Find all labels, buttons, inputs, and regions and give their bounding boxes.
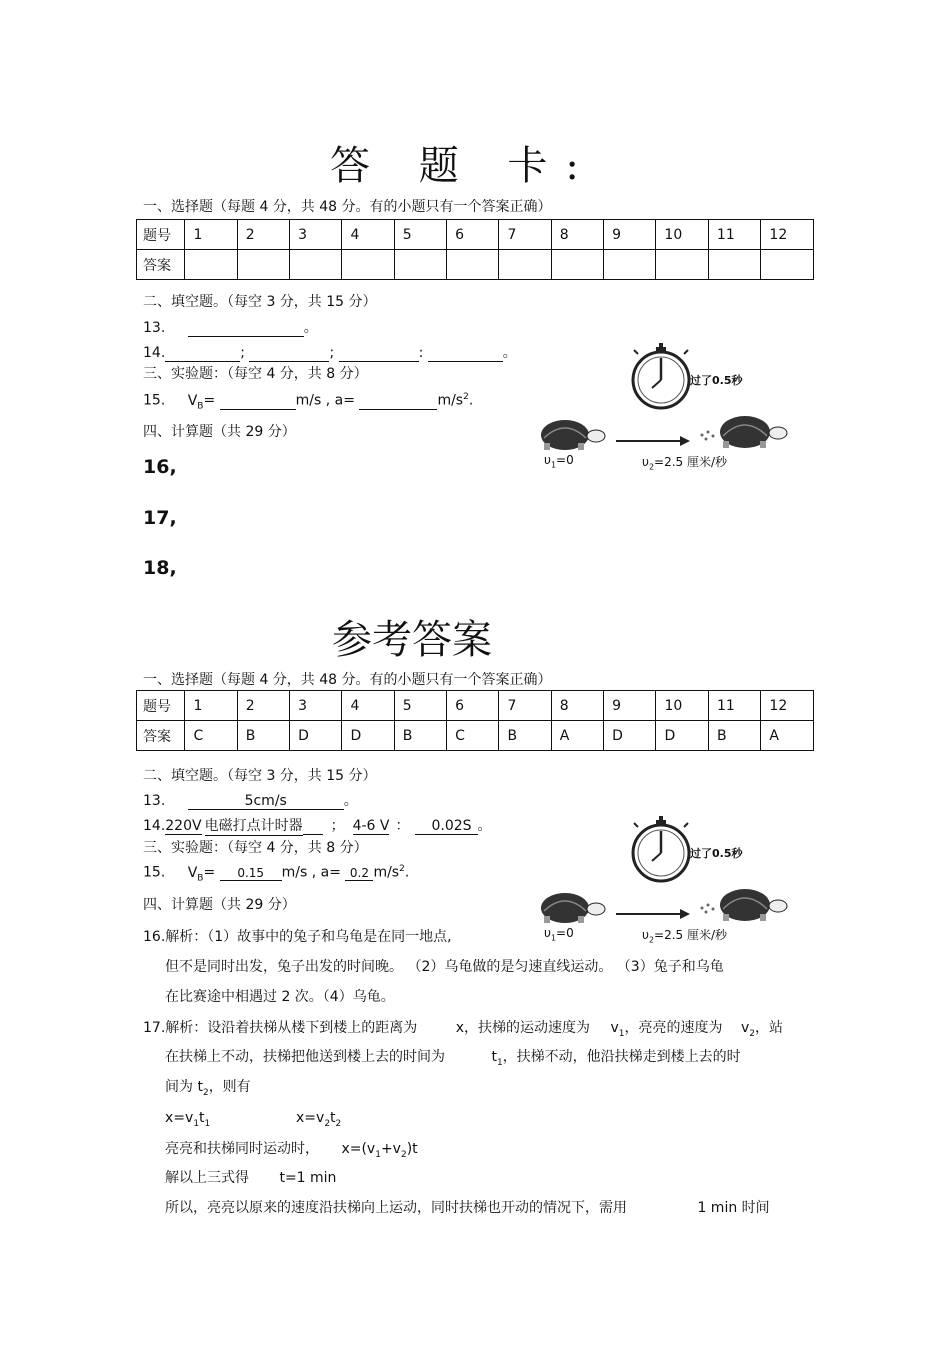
q15-unit-exp: 2: [399, 864, 405, 874]
q15-a-label: , a=: [311, 864, 341, 881]
tortoise-figure-1: [530, 340, 800, 470]
q14-blank-1[interactable]: [165, 345, 240, 362]
v1-label: [544, 926, 574, 942]
q15-unit-2: m/s: [437, 392, 464, 409]
answers-section1-heading: 一、选择题（每题 4 分，共 48 分。有的小题只有一个答案正确）: [143, 672, 552, 688]
stopwatch-icon: [633, 816, 689, 881]
table-cell: 6: [447, 691, 499, 721]
table-cell: 12: [761, 691, 814, 721]
q15-vb: V: [187, 392, 198, 409]
answer-box[interactable]: [342, 250, 394, 280]
q14-answer-3: 4-6 V: [352, 818, 390, 834]
stopwatch-label: 过了0.5秒: [690, 374, 743, 387]
q15-answer-a: 0.2: [345, 866, 373, 881]
tortoise-left-icon: [541, 893, 605, 923]
table-cell: 2: [237, 220, 289, 250]
table-row: [137, 721, 814, 751]
q17-text: ，亮亮的速度为: [624, 1020, 723, 1036]
equation-2: [296, 1110, 341, 1129]
q16-solution-line-2: 但不是同时出发，兔子出发的时间晚。 （2）乌龟做的是匀速直线运动。 （3）兔子和乌龟: [165, 959, 724, 975]
answer-box[interactable]: [708, 250, 761, 280]
q13-end: 。: [343, 793, 358, 809]
answer-cell: B: [394, 721, 446, 751]
answer-box[interactable]: [290, 250, 342, 280]
answer-cell: A: [761, 721, 814, 751]
card-q16: 16,: [143, 456, 177, 478]
conclusion-text: 1 min 时间: [697, 1200, 770, 1216]
v2-sub: 2: [648, 935, 655, 945]
answer-box[interactable]: [499, 250, 551, 280]
card-q14: [143, 342, 517, 362]
answer-cell: D: [342, 721, 394, 751]
arrow-right-icon: [616, 909, 690, 919]
table-header-cell: 题号: [137, 691, 185, 721]
table-header-cell: 答案: [137, 250, 185, 280]
v1-value: =0: [556, 926, 574, 940]
equation-1: [165, 1110, 210, 1129]
table-cell: 10: [656, 220, 709, 250]
v2-value: =2.5 厘米/秒: [654, 455, 728, 469]
q14-number: 14.: [143, 345, 166, 361]
q15-blank-vb[interactable]: [220, 393, 296, 410]
answer-box[interactable]: [447, 250, 499, 280]
table-row: [137, 250, 814, 280]
arrow-right-icon: [616, 436, 690, 446]
q15-blank-a[interactable]: [359, 393, 437, 410]
q14-sep: ；: [330, 818, 345, 834]
table-cell: 7: [499, 220, 551, 250]
table-cell: 11: [708, 220, 761, 250]
q16-solution-line-3: 在比赛途中相遇过 2 次。（4）乌龟。: [165, 989, 395, 1005]
table-cell: 5: [394, 691, 446, 721]
equation-4: [165, 1167, 336, 1187]
q17-text: ，站: [754, 1020, 783, 1036]
q15-vb: V: [187, 864, 198, 881]
q17-sub: 1: [496, 1057, 503, 1068]
q17-sub: 2: [749, 1028, 755, 1039]
answer-cell: B: [708, 721, 760, 751]
q14-colon: :: [418, 345, 424, 361]
table-cell: 3: [290, 691, 342, 721]
table-cell: 1: [185, 220, 237, 250]
v2-sub: 2: [648, 462, 655, 472]
q17-var: v: [740, 1020, 750, 1036]
q13-answer: 5cm/s: [188, 793, 344, 810]
eq-sub: 1: [204, 1118, 211, 1129]
q17-solution-line-2: [165, 1046, 741, 1068]
q15-a-label: , a=: [325, 392, 355, 409]
q17-sub: 2: [202, 1087, 209, 1098]
eq-text: x=(v: [341, 1141, 376, 1157]
q15-number: 15.: [143, 392, 166, 409]
answer-cell: A: [551, 721, 603, 751]
tortoise-right-icon: [701, 889, 788, 921]
table-cell: 5: [394, 220, 446, 250]
q14-blank-3[interactable]: [339, 345, 419, 362]
eq-sub: 1: [193, 1118, 200, 1129]
q14-blank-2[interactable]: [249, 345, 329, 362]
answers-section3-heading: 三、实验题：（每空 4 分，共 8 分）: [143, 840, 368, 856]
q17-var: v: [610, 1020, 619, 1036]
eq-text: t: [199, 1110, 205, 1126]
card-title: 答 题 卡:: [330, 143, 597, 189]
q15-unit-2: m/s: [373, 864, 400, 881]
q17-sub: 1: [618, 1028, 625, 1039]
q17-text: ，则有: [208, 1079, 251, 1095]
q14-colon: ：: [395, 818, 410, 834]
eq-text: x=v: [165, 1110, 194, 1126]
card-section3-heading: 三、实验题：（每空 4 分，共 8 分）: [143, 366, 368, 382]
table-cell: 7: [499, 691, 551, 721]
q14-answer-1: 220V: [165, 818, 202, 834]
table-cell: 8: [551, 220, 603, 250]
answer-cell: C: [447, 721, 499, 751]
table-cell: 4: [342, 220, 394, 250]
answers-q15: 15. $V_B= 0.15$ m/s , a= 0.2 $m/s^2$.: [143, 864, 410, 884]
answers-section2-heading: 二、填空题。（每空 3 分，共 15 分）: [143, 768, 377, 784]
eq-sub: 1: [375, 1149, 381, 1160]
answer-cell: B: [499, 721, 551, 751]
eq-text: t: [330, 1110, 336, 1126]
q14-sep: ;: [240, 345, 245, 361]
answer-cell: D: [604, 721, 656, 751]
table-cell: 6: [447, 220, 499, 250]
q17-conclusion: [165, 1197, 770, 1217]
eq-text: )t: [406, 1141, 418, 1157]
q13-blank[interactable]: [188, 320, 304, 337]
answers-q13: [143, 790, 358, 810]
card-q17: 17,: [143, 507, 177, 529]
q17-text: x，扶梯的运动速度为: [455, 1020, 591, 1036]
card-choice-table: [136, 219, 814, 280]
q13-end: 。: [303, 320, 318, 336]
table-cell: 9: [604, 691, 656, 721]
table-row: [137, 220, 814, 250]
q15-unit-1: m/s: [281, 864, 308, 881]
tortoise-left-icon: [541, 420, 605, 450]
q14-underline-pad: [303, 818, 323, 835]
answer-box[interactable]: [185, 250, 237, 280]
table-cell: 1: [185, 691, 237, 721]
card-q15: 15. $V_B= m/s$ , $a= m/s^2$.: [143, 392, 474, 412]
q15-vb-sub: B: [197, 401, 204, 412]
q17-text: 17.解析：设沿着扶梯从楼下到楼上的距离为: [143, 1020, 418, 1036]
v2-symbol: υ: [642, 928, 649, 942]
table-cell: 10: [656, 691, 708, 721]
card-section2-heading: 二、填空题。（每空 3 分，共 15 分）: [143, 294, 377, 310]
table-cell: 11: [708, 691, 760, 721]
q15-vb-sub: B: [197, 873, 204, 884]
tortoise-figure-2: [530, 813, 800, 943]
q15-eq: =: [203, 864, 216, 881]
answers-q14: [143, 815, 492, 836]
q17-text: 在扶梯上不动，扶梯把他送到楼上去的时间为: [165, 1049, 445, 1065]
answers-choice-table: [136, 690, 814, 751]
equation-3: [165, 1138, 418, 1160]
conclusion-text: 所以，亮亮以原来的速度沿扶梯向上运动，同时扶梯也开动的情况下，需用: [165, 1200, 627, 1216]
answer-box[interactable]: [656, 250, 709, 280]
q14-blank-4[interactable]: [428, 345, 503, 362]
answer-cell: D: [290, 721, 342, 751]
v1-sub: 1: [550, 460, 557, 470]
answer-cell: D: [656, 721, 708, 751]
answers-title: 参考答案: [332, 617, 492, 663]
stopwatch-label: 过了0.5秒: [690, 847, 743, 860]
v1-sub: 1: [550, 933, 557, 943]
q14-number: 14.: [143, 818, 166, 834]
q15-unit-exp: 2: [463, 392, 469, 402]
card-q13: [143, 317, 318, 337]
q13-number: 13.: [143, 320, 166, 336]
q14-answer-2: 电磁打点计时器: [205, 815, 303, 836]
card-section1-heading: 一、选择题（每题 4 分，共 48 分。有的小题只有一个答案正确）: [143, 199, 552, 215]
table-cell: 8: [551, 691, 603, 721]
tortoise-right-icon: [701, 416, 788, 448]
v2-label: [642, 453, 727, 471]
table-row: [137, 691, 814, 721]
q14-end: 。: [477, 818, 492, 834]
eq-text: x=v: [296, 1110, 325, 1126]
table-cell: 4: [342, 691, 394, 721]
answer-box[interactable]: [394, 250, 446, 280]
eq-sub: 2: [335, 1118, 342, 1129]
table-cell: 12: [761, 220, 814, 250]
v1-symbol: υ: [544, 453, 551, 467]
q14-answer-4: 0.02S: [415, 818, 477, 835]
q14-sep: ;: [329, 345, 335, 361]
card-q18: 18,: [143, 557, 177, 579]
tortoise-illustration: [530, 340, 800, 470]
q17-text: 间为 t: [165, 1079, 203, 1095]
answer-box[interactable]: [237, 250, 289, 280]
eq-sub: 2: [324, 1118, 331, 1129]
q15-unit-1: m/s: [295, 392, 322, 409]
table-cell: 9: [604, 220, 656, 250]
q17-solution-line-1: [143, 1017, 783, 1039]
eq-text: 解以上三式得: [165, 1170, 249, 1186]
eq-text: +v: [380, 1141, 401, 1157]
answers-section4-heading: 四、计算题（共 29 分）: [143, 897, 296, 913]
table-cell: 2: [237, 691, 289, 721]
table-cell: 3: [290, 220, 342, 250]
table-header-cell: 答案: [137, 721, 185, 751]
table-header-cell: 题号: [137, 220, 185, 250]
answer-cell: B: [237, 721, 289, 751]
eq-text: 亮亮和扶梯同时运动时，: [165, 1141, 319, 1157]
v1-value: =0: [556, 453, 574, 467]
q16-solution-line-1: 16.解析：（1）故事中的兔子和乌龟是在同一地点,: [143, 929, 452, 945]
stopwatch-icon: [633, 343, 689, 408]
q15-answer-vb: 0.15: [220, 866, 282, 881]
q17-solution-line-3: [165, 1076, 251, 1098]
q17-var: t: [491, 1049, 497, 1065]
q15-eq: =: [203, 392, 216, 409]
v2-value: =2.5 厘米/秒: [654, 928, 728, 942]
answer-box[interactable]: [761, 250, 814, 280]
v1-symbol: υ: [544, 926, 551, 940]
answer-cell: C: [185, 721, 237, 751]
eq-sub: 2: [400, 1149, 407, 1160]
answer-box[interactable]: [604, 250, 656, 280]
q15-number: 15.: [143, 864, 166, 881]
eq-text: t=1 min: [279, 1170, 337, 1186]
answer-box[interactable]: [551, 250, 603, 280]
q14-end: 。: [502, 345, 517, 361]
q17-text: ，扶梯不动，他沿扶梯走到楼上去的时: [502, 1049, 741, 1065]
v2-symbol: υ: [642, 455, 649, 469]
v2-label: [642, 926, 727, 944]
card-section4-heading: 四、计算题（共 29 分）: [143, 424, 296, 440]
tortoise-illustration: [530, 813, 800, 943]
v1-label: [544, 453, 574, 469]
q13-number: 13.: [143, 793, 166, 809]
